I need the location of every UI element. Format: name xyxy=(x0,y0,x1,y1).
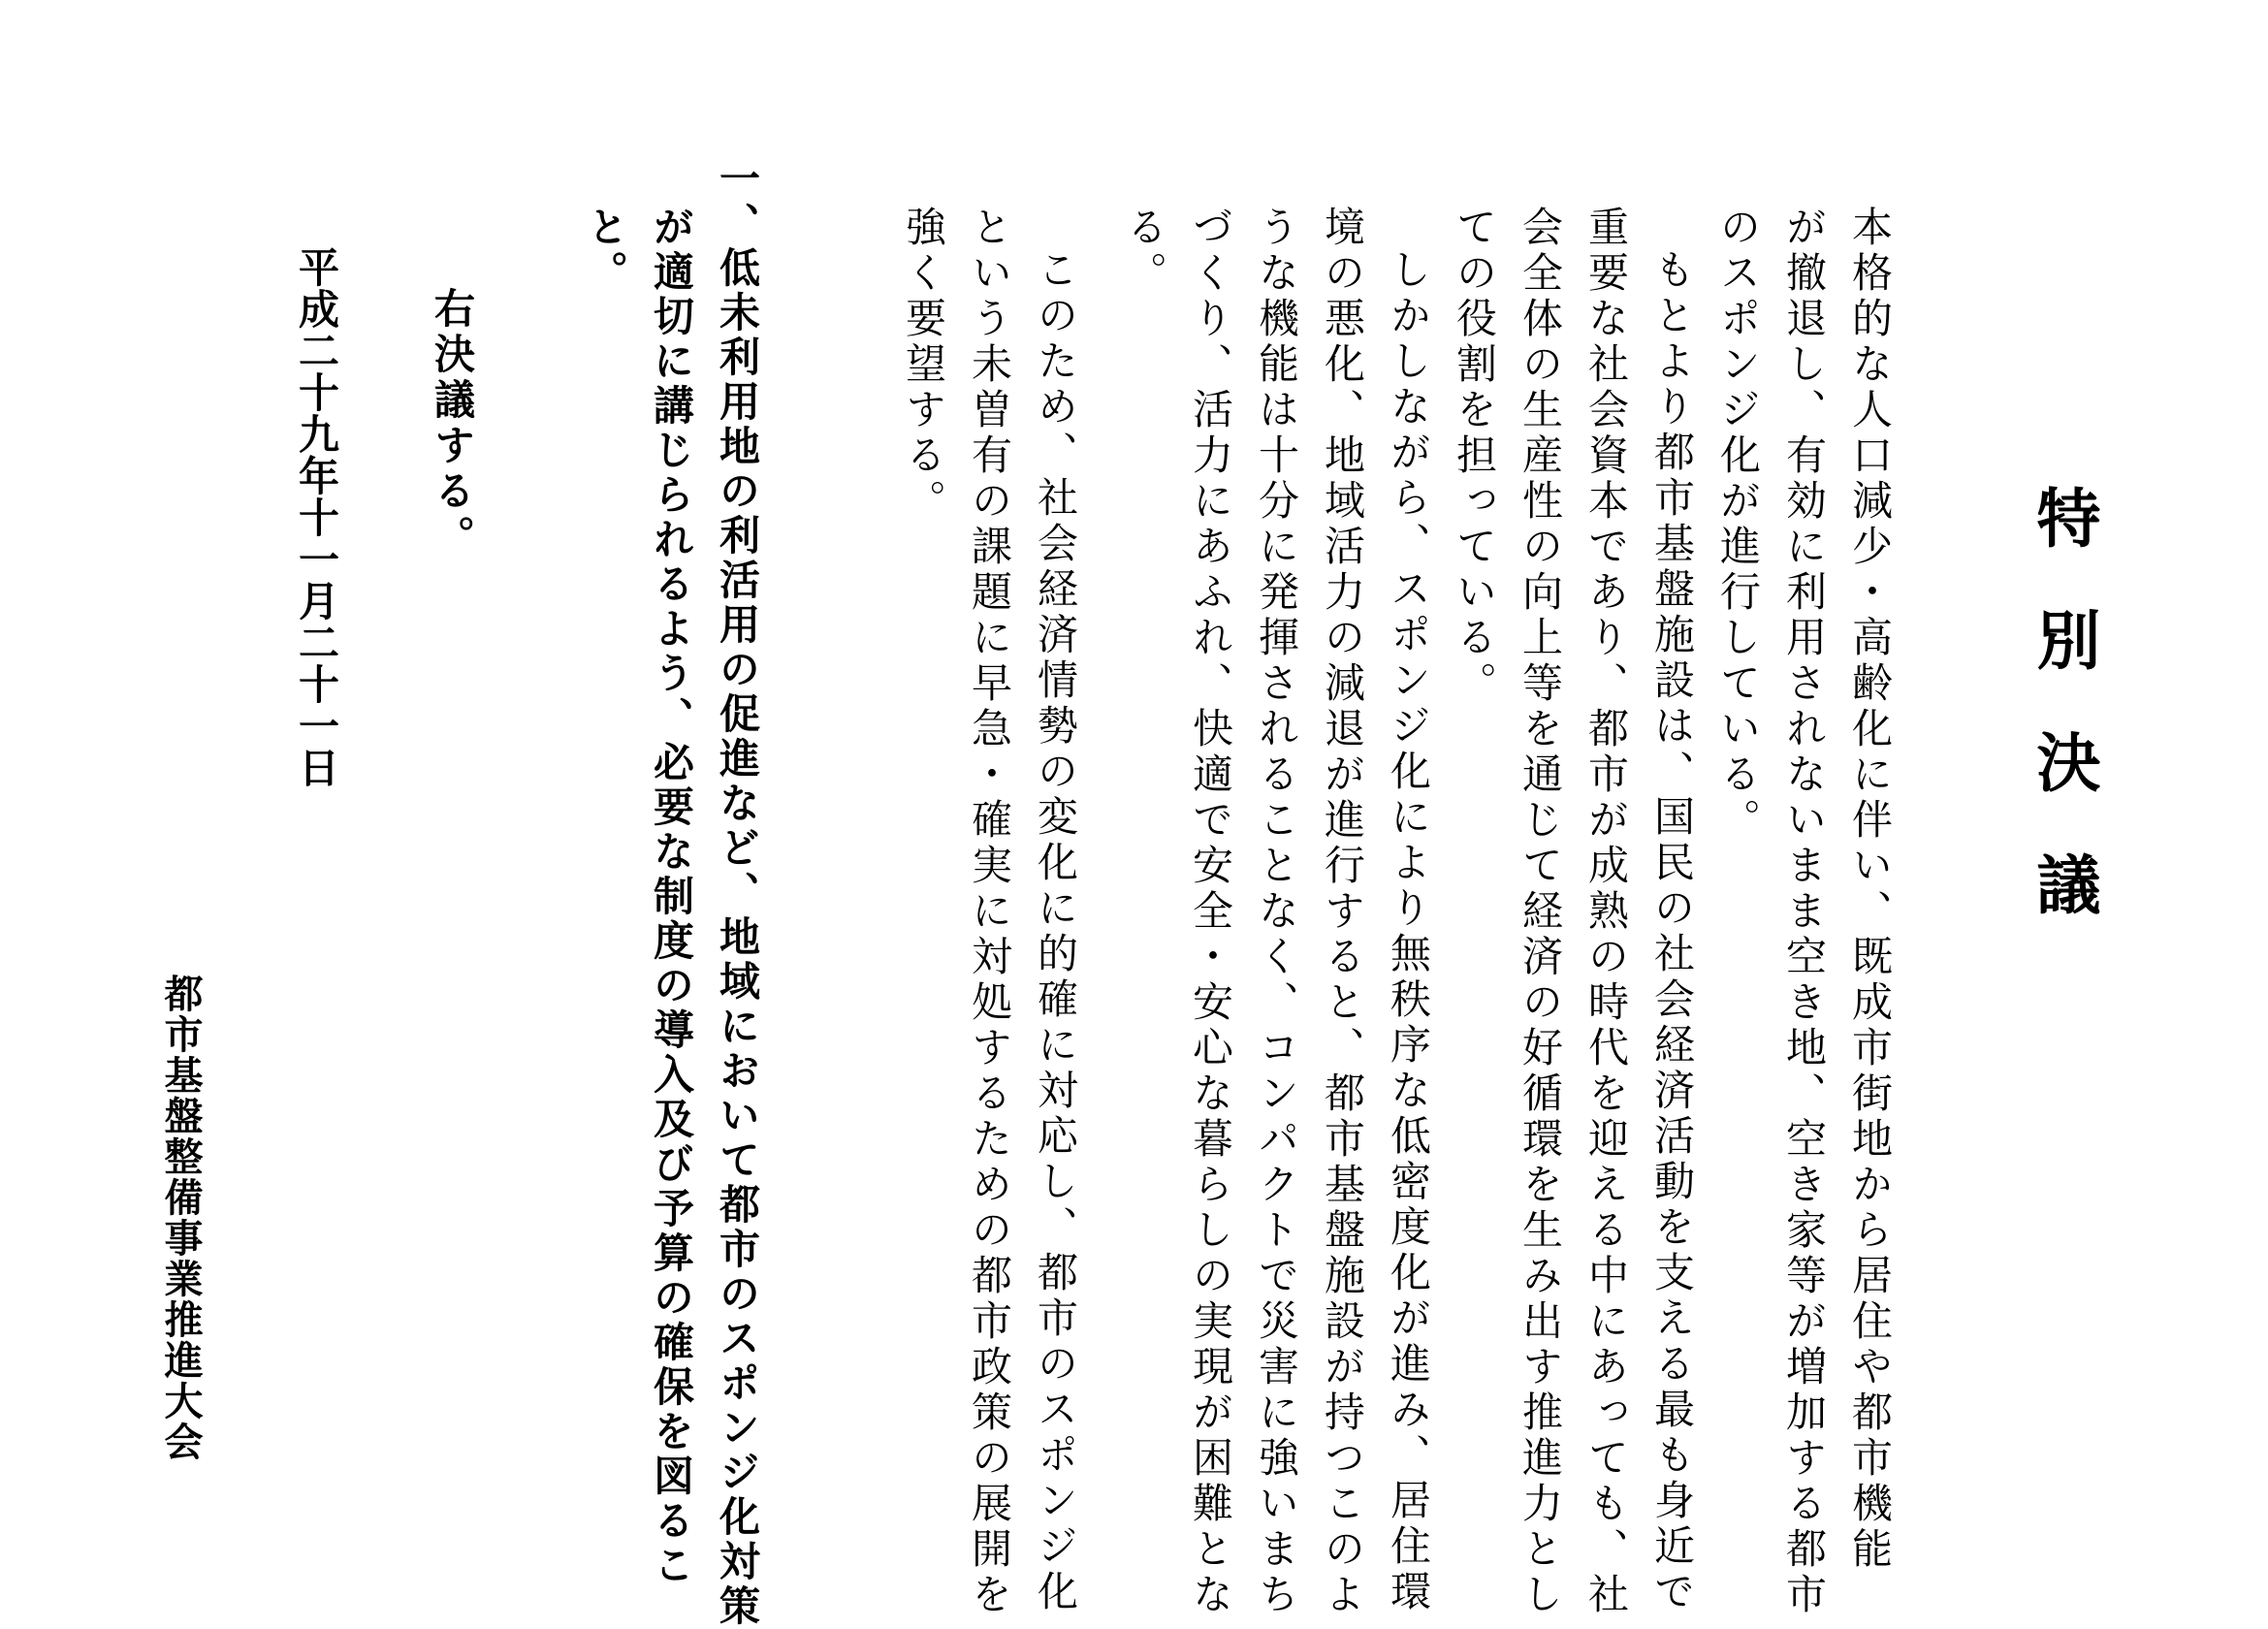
body-line-13: このため、社会経済情勢の変化に的確に対応し、都市のスポンジ化 xyxy=(1032,248,1079,1615)
body-line-9: 境の悪化、地域活力の減退が進行すると、都市基盤施設が持つこのよ xyxy=(1319,206,1366,1618)
body-line-3: のスポンジ化が進行している。 xyxy=(1714,206,1762,844)
organization-name: 都市基盤整備事業推進大会 xyxy=(158,974,203,1462)
resolution-statement: 右決議する。 xyxy=(429,287,476,560)
item-line-1: 一、低未利用地の利活用の促進など、地域において都市のスポンジ化対策 xyxy=(714,157,761,1629)
item-line-3: と。 xyxy=(582,206,629,295)
body-line-1: 本格的な人口減少・高齢化に伴い、既成市街地から居住や都市機能 xyxy=(1846,206,1894,1573)
body-line-2: が撤退し、有効に利用されないまま空き地、空き家等が増加する都市 xyxy=(1780,206,1828,1618)
body-line-8: しかしながら、スポンジ化により無秩序な低密度化が進み、居住環 xyxy=(1385,248,1432,1615)
body-line-10: うな機能は十分に発揮されることなく、コンパクトで災害に強いまち xyxy=(1253,206,1300,1618)
item-line-2: が適切に講じられるよう、必要な制度の導入及び予算の確保を図るこ xyxy=(648,206,695,1588)
document-title: 特別決議 xyxy=(2026,485,2100,974)
body-line-12: る。 xyxy=(1121,206,1168,297)
document-date: 平成二十九年十一月二十一日 xyxy=(293,246,340,788)
body-line-5: 重要な社会資本であり、都市が成熟の時代を迎える中にあっても、社 xyxy=(1582,206,1630,1618)
body-line-11: づくり、活力にあふれ、快適で安全・安心な暮らしの実現が困難とな xyxy=(1187,206,1234,1618)
body-line-4: もとより都市基盤施設は、国民の社会経済活動を支える最も身近で xyxy=(1648,248,1696,1615)
body-line-14: という未曽有の課題に早急・確実に対処するための都市政策の展開を xyxy=(966,206,1013,1618)
body-line-7: ての役割を担っている。 xyxy=(1451,206,1498,707)
body-line-6: 会全体の生産性の向上等を通じて経済の好循環を生み出す推進力とし xyxy=(1517,206,1564,1618)
body-line-15: 強く要望する。 xyxy=(900,206,947,525)
